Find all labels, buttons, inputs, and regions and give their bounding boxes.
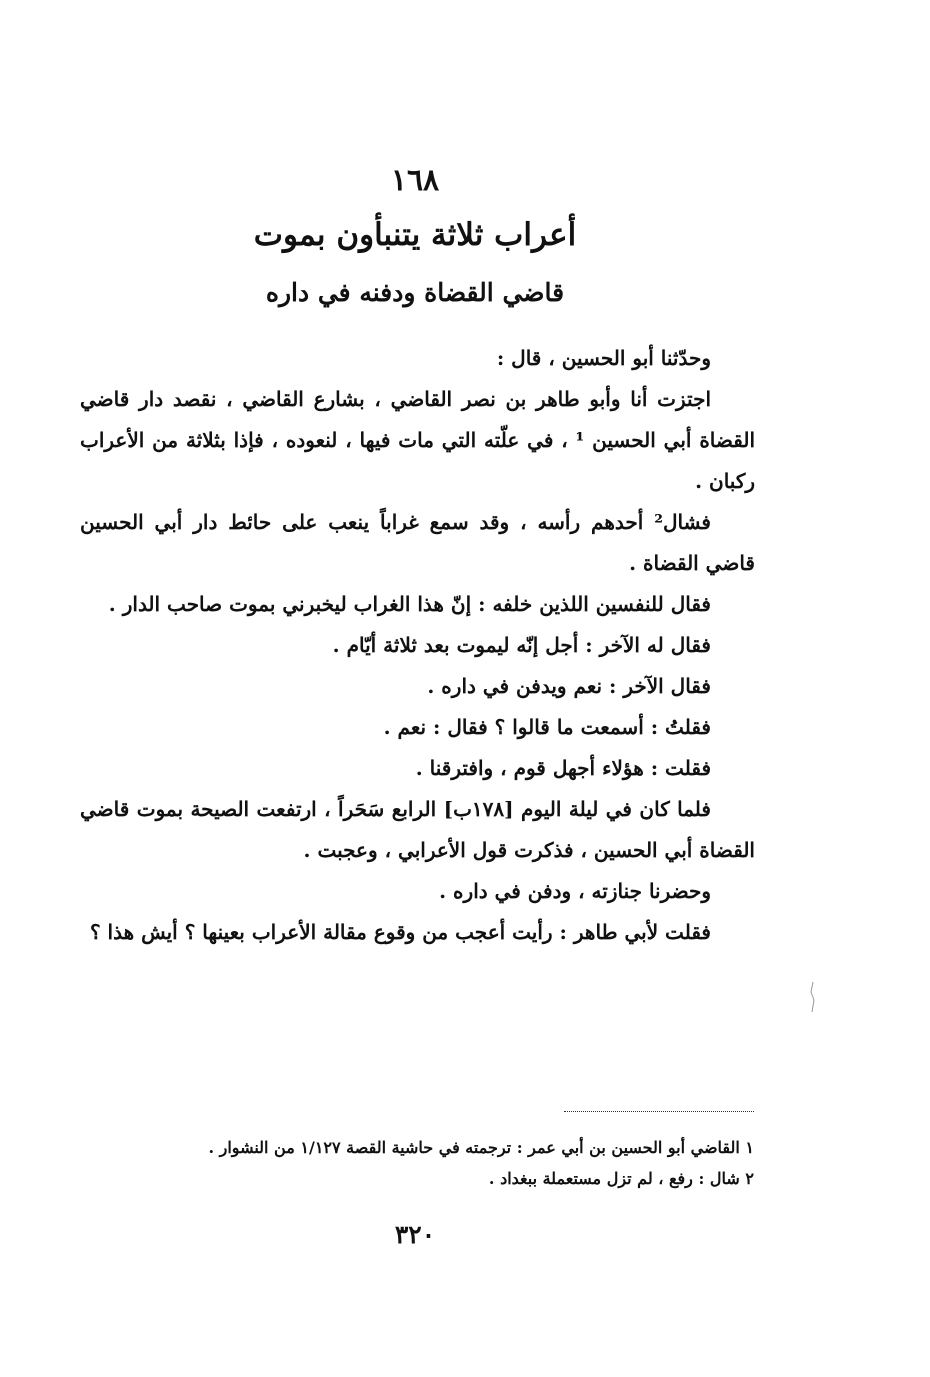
footnote-2: ٢ شال : رفع ، لم تزل مستعملة ببغداد . (488, 1169, 754, 1188)
paragraph: فقال للنفسين اللذين خلفه : إنّ هذا الغراب ليخبرني بموت صاحب الدار . (108, 592, 711, 616)
footnote-1: ١ القاضي أبو الحسين بن أبي عمر : ترجمته في حاشية القصة ١/١٢٧ من النشوار . (208, 1138, 754, 1157)
margin-scratch-mark (808, 980, 818, 1014)
paragraph: فقلت : هؤلاء أجهل قوم ، وافترقنا . (415, 756, 711, 780)
paragraph: فقلتُ : أسمعت ما قالوا ؟ فقال : نعم . (383, 715, 711, 739)
paragraph: فشال² أحدهم رأسه ، وقد سمع غراباً ينعب على حائط دار أبي الحسين قاضي القضاة . (80, 510, 755, 575)
footnote-divider (564, 1111, 754, 1112)
story-title: أعراب ثلاثة يتنبأون بموت (253, 217, 577, 253)
paragraph: فلما كان في ليلة اليوم [١٧٨ب] الرابع سَحَراً ، ارتفعت الصيحة بموت قاضي القضاة أبي الحسين ، فذكرت قول الأعرابي ، وعجبت . (80, 797, 755, 862)
story-subtitle: قاضي القضاة ودفنه في داره (265, 278, 565, 307)
paragraph: فقال الآخر : نعم ويدفن في داره . (427, 674, 711, 698)
page-number: ٣٢٠ (394, 1220, 436, 1249)
story-number: ١٦٨ (390, 163, 440, 198)
paragraph: فقال له الآخر : أجل إنّه ليموت بعد ثلاثة أيّام . (332, 633, 711, 657)
paragraph: وحدّثنا أبو الحسين ، قال : (496, 346, 711, 370)
paragraph: اجتزت أنا وأبو طاهر بن نصر القاضي ، بشارع القاضي ، نقصد دار قاضي القضاة أبي الحسين ¹ ، في علّته التي مات فيها ، لنعوده ، فإذا بثلاثة من الأعراب ركبان . (80, 387, 755, 493)
paragraph: وحضرنا جنازته ، ودفن في داره . (439, 879, 711, 903)
paragraph: فقلت لأبي طاهر : رأيت أعجب من وقوع مقالة الأعراب بعينها ؟ أيش هذا ؟ (89, 920, 711, 944)
story-body (80, 338, 755, 953)
footnotes (129, 1132, 754, 1194)
